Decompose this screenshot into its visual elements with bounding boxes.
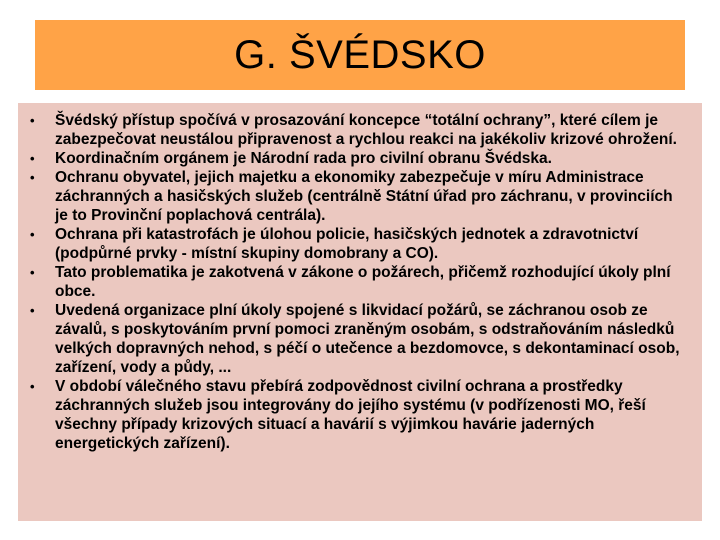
list-item-text: Ochrana při katastrofách je úlohou policie, hasičských jednotek a zdravotnictví (podpůrné prvky - místní skupiny domobrany a CO). [55,226,639,262]
bullet-icon: • [30,113,35,128]
list-item-text: V období válečného stavu přebírá zodpovědnost civilní ochrana a prostředky záchranných služeb jsou integrovány do jejího systému (v podřízenosti MO, řeší všechny případy krizových situací a havárií s výjimkou havárie jaderných energetických zařízení). [55,378,646,452]
bullet-icon: • [30,151,35,166]
list-item-text: Švédský přístup spočívá v prosazování koncepce “totální ochrany”, které cílem je zabezpečovat neustálou připravenost a rychlou reakci na jakékoliv krizové ohrožení. [55,112,677,148]
bullet-icon: • [30,379,35,394]
list-item [28,301,688,377]
list-item-text: Koordinačním orgánem je Národní rada pro civilní obranu Švédska. [55,150,552,167]
bullet-icon: • [30,170,35,185]
list-item-text: Tato problematika je zakotvená v zákone o požárech, přičemž rozhodující úkoly plní obce. [55,264,671,300]
bullet-icon: • [30,227,35,242]
list-item [28,168,688,225]
list-item-text: Uvedená organizace plní úkoly spojené s likvidací požárů, se záchranou osob ze závalů, s poskytováním první pomoci zraněným osobám, s odstraňováním následků velkých dopravných nehod, s péčí o utečence a bezdomovce, s dekontaminací osob, zařízení, vody a půdy, ... [55,302,680,376]
bullet-icon: • [30,303,35,318]
list-item [28,225,688,263]
list-item [28,111,688,149]
list-item-text: Ochranu obyvatel, jejich majetku a ekonomiky zabezpečuje v míru Administrace záchranných a hasičských služeb (centrálně Státní úřad pro záchranu, v provinciích je to Provinční poplachová centrála). [55,169,673,224]
bullet-icon: • [30,265,35,280]
list-item [28,149,688,168]
slide-title: G. ŠVÉDSKO [234,32,486,77]
list-item [28,377,688,453]
title-banner [35,20,685,90]
content-panel [18,103,702,521]
list-item [28,263,688,301]
bullet-list [28,111,688,453]
